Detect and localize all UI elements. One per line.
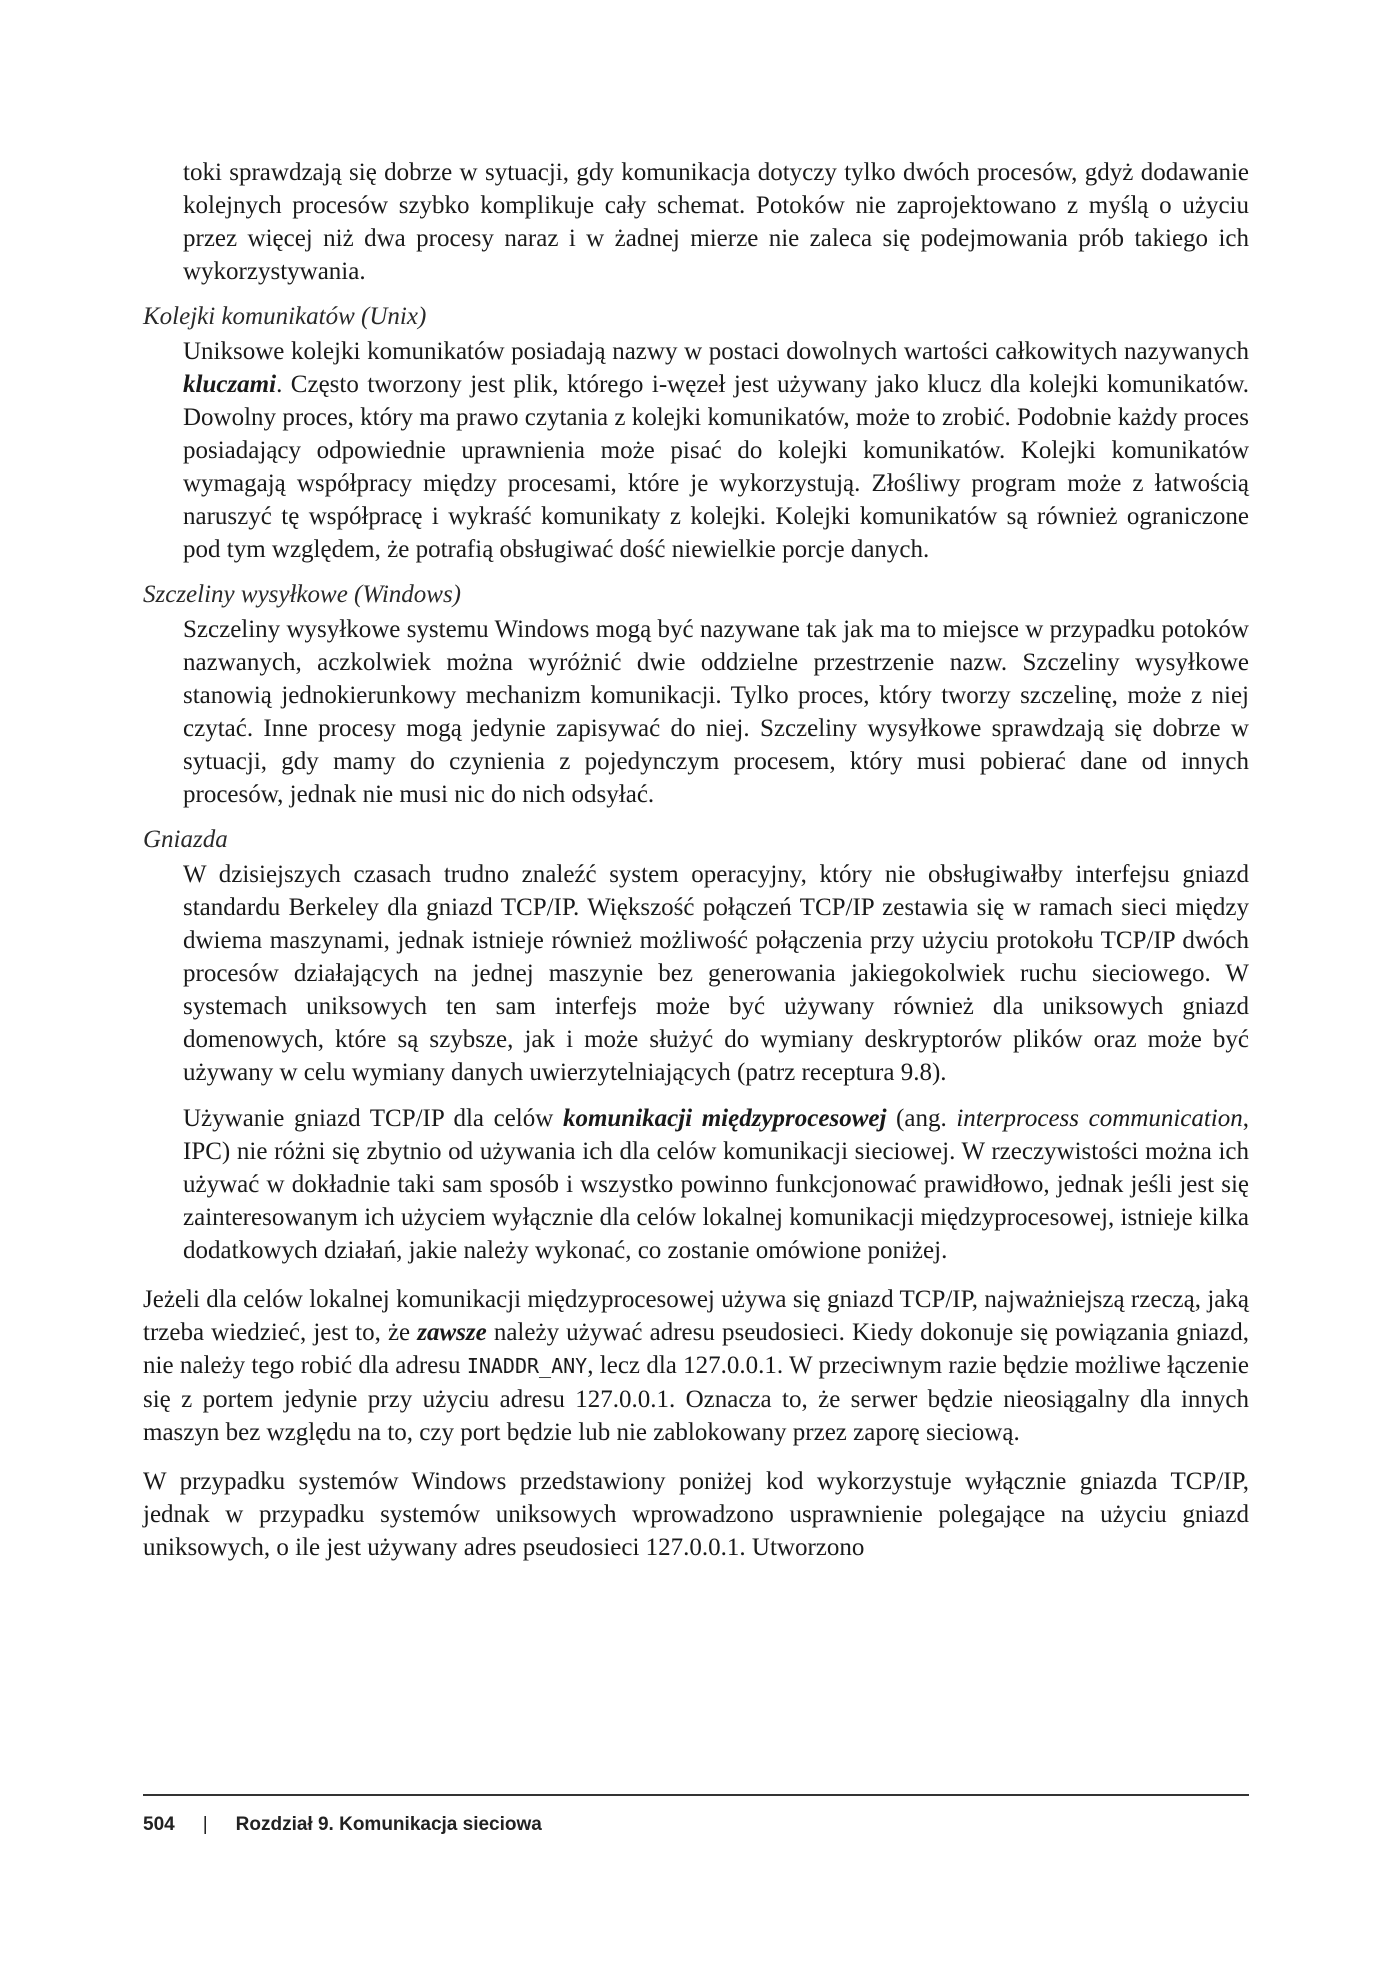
paragraph-mailslots: Szczeliny wysyłkowe systemu Windows mogą być nazywane tak jak ma to miejsce w przypadku potoków nazwanych, aczkolwiek można wyróżnić dwie oddzielne przestrzenie nazw. Szczeliny wysyłkowe stanowią jednokierunkowy mechanizm komunikacji. Tylko proces, który tworzy szczelinę, może z niej czytać. Inne procesy mogą jedynie zapisywać do niej. Szczeliny wysyłkowe sprawdzają się dobrze w sytuacji, gdy mamy do czynienia z pojedynczym procesem, który musi pobierać dane od innych procesów, jednak nie musi nic do nich odsyłać. bbox=[183, 616, 1249, 808]
paragraph-sockets: W dzisiejszych czasach trudno znaleźć system operacyjny, który nie obsługiwałby interfejsu gniazd standardu Berkeley dla gniazd TCP/IP. Większość połączeń TCP/IP zestawia się w ramach sieci między dwiema maszynami, jednak istnieje również możliwość połączenia przy użyciu protokołu TCP/IP dwóch procesów działających na jednej maszynie bez generowania jakiegokolwiek ruchu sieciowego. W systemach uniksowych ten sam interfejs może być używany również dla uniksowych gniazd domenowych, które są szybsze, jak i może służyć do wymiany deskryptorów plików oraz może być używany w celu wymiany danych uwierzytelniających (patrz receptura 9.8). bbox=[183, 861, 1249, 1086]
paragraph-ipc bbox=[183, 1102, 1249, 1267]
text-run: należy używać adresu pseudosieci. Kiedy dokonuje się powiązania gniazd, nie należy tego robić dla adresu bbox=[143, 1319, 1249, 1379]
text-run: , lecz dla 127.0.0.1. W przeciwnym razie będzie możliwe łączenie się z portem jedynie przy użyciu adresu 127.0.0.1. Oznacza to, że serwer będzie nieosiągalny dla innych maszyn bez względu na to, czy port będzie lub nie zablokowany przez zaporę sieciową. bbox=[143, 1352, 1250, 1446]
chapter-title: Rozdział 9. Komunikacja sieciowa bbox=[235, 1814, 542, 1835]
paragraph-windows-code: W przypadku systemów Windows przedstawiony poniżej kod wykorzystuje wyłącznie gniazda TCP/IP, jednak w przypadku systemów uniksowych wprowadzono usprawnienie polegające na użyciu gniazd uniksowych, o ile jest używany adres pseudosieci 127.0.0.1. Utworzono bbox=[143, 1468, 1249, 1561]
text-run: (ang. bbox=[886, 1105, 957, 1132]
paragraph-message-queues bbox=[183, 335, 1249, 566]
paragraph-loopback bbox=[143, 1283, 1249, 1449]
term-mailslots: Szczeliny wysyłkowe (Windows) bbox=[143, 581, 461, 608]
term-message-queues: Kolejki komunikatów (Unix) bbox=[143, 303, 427, 330]
text-run: Używanie gniazd TCP/IP dla celów bbox=[183, 1105, 563, 1132]
footer-separator: | bbox=[202, 1814, 208, 1835]
page-number: 504 bbox=[143, 1814, 175, 1835]
text-run: Jeżeli dla celów lokalnej komunikacji międzyprocesowej używa się gniazd TCP/IP, najważniejszą rzeczą, jaką trzeba wiedzieć, jest to, że bbox=[143, 1286, 1249, 1346]
term-sockets: Gniazda bbox=[143, 826, 228, 853]
keyword-ipc: komunikacji międzyprocesowej bbox=[562, 1105, 887, 1132]
page-footer bbox=[143, 1814, 542, 1836]
paragraph-pipes-continued: toki sprawdzają się dobrze w sytuacji, gdy komunikacja dotyczy tylko dwóch procesów, gdyż dodawanie kolejnych procesów szybko komplikuje cały schemat. Potoków nie zaprojektowano z myślą o użyciu przez więcej niż dwa procesy naraz i w żadnej mierze nie zaleca się podejmowania prób takiego ich wykorzystywania. bbox=[183, 159, 1249, 285]
footer-divider bbox=[143, 1794, 1249, 1796]
keyword-zawsze: zawsze bbox=[417, 1319, 487, 1346]
keyword-kluczami: kluczami bbox=[183, 371, 277, 398]
text-run: , IPC) nie różni się zbytnio od używania ich dla celów komunikacji sieciowej. W rzeczywistości można ich używać w dokładnie taki sam sposób i wszystko powinno funkcjonować prawidłowo, jednak jeśli jest się zainteresowanym ich użyciem wyłącznie dla celów lokalnej komunikacji międzyprocesowej, istnieje kilka dodatkowych działań, jakie należy wykonać, co zostanie omówione poniżej. bbox=[183, 1105, 1249, 1264]
page-body bbox=[143, 156, 1249, 1564]
text-run: . Często tworzony jest plik, którego i-węzeł jest używany jako klucz dla kolejki komunikatów. Dowolny proces, który ma prawo czytania z kolejki komunikatów, może to zrobić. Podobnie każdy proces posiadający odpowiednie uprawnienia może pisać do kolejki komunikatów. Kolejki komunikatów wymagają współpracy między procesami, które je wykorzystują. Złośliwy program może z łatwością naruszyć tę współpracę i wykraść komunikaty z kolejki. Kolejki komunikatów są również ograniczone pod tym względem, że potrafią obsługiwać dość niewielkie porcje danych. bbox=[183, 371, 1249, 563]
text-run: Uniksowe kolejki komunikatów posiadają nazwy w postaci dowolnych wartości całkowitych nazywanych bbox=[183, 338, 1249, 365]
code-inaddr-any: INADDR_ANY bbox=[466, 1354, 588, 1378]
english-term: interprocess communication bbox=[956, 1105, 1243, 1132]
